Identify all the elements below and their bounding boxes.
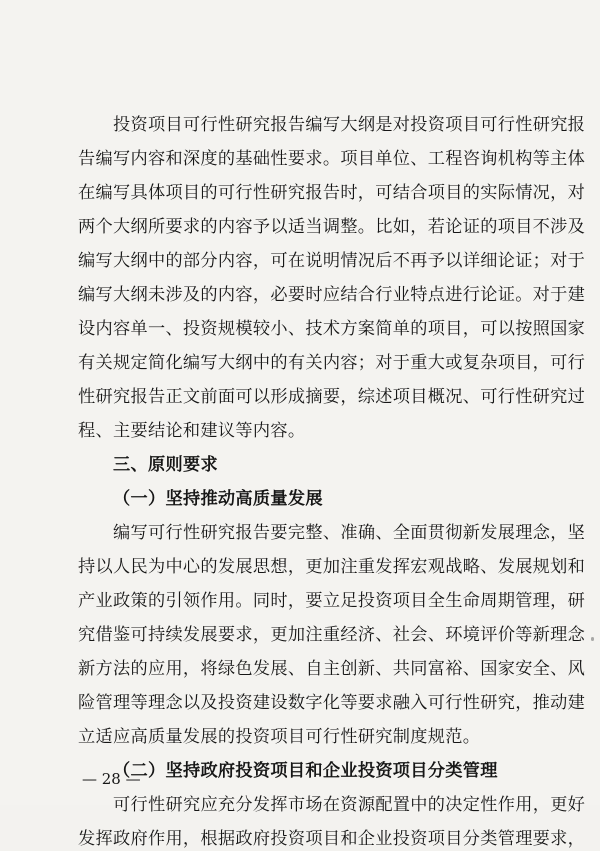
paragraph-line: 新方法的应用，将绿色发展、自主创新、共同富裕、国家安全、风 bbox=[78, 659, 586, 679]
paragraph-line: 编写大纲未涉及的内容，必要时应结合行业特点进行论证。对于建 bbox=[78, 285, 586, 305]
paragraph-line: 究借鉴可持续发展要求，更加注重经济、社会、环境评价等新理念 bbox=[78, 625, 586, 645]
paragraph-line: 持以人民为中心的发展思想，更加注重发挥宏观战略、发展规划和 bbox=[78, 557, 586, 577]
scan-artifact bbox=[591, 637, 594, 641]
paragraph-line: 两个大纲所要求的内容予以适当调整。比如，若论证的项目不涉及 bbox=[78, 217, 586, 237]
paragraph-line: 产业政策的引领作用。同时，要立足投资项目全生命周期管理，研 bbox=[78, 591, 586, 611]
paragraph-line: 程、主要结论和建议等内容。 bbox=[78, 421, 306, 441]
paragraph-line: 立适应高质量发展的投资项目可行性研究制度规范。 bbox=[78, 727, 481, 747]
paragraph-line: 在编写具体项目的可行性研究报告时，可结合项目的实际情况，对 bbox=[78, 183, 586, 203]
paragraph-line: 发挥政府作用，根据政府投资项目和企业投资项目分类管理要求， bbox=[78, 829, 586, 849]
paragraph-line: 设内容单一、投资规模较小、技术方案简单的项目，可以按照国家 bbox=[78, 319, 586, 339]
paragraph-line: 投资项目可行性研究报告编写大纲是对投资项目可行性研究报 bbox=[113, 115, 586, 135]
subsection-heading: （一）坚持推动高质量发展 bbox=[113, 489, 323, 509]
paragraph-line: 性研究报告正文前面可以形成摘要，综述项目概况、可行性研究过 bbox=[78, 387, 586, 407]
paragraph-line: 编写大纲中的部分内容，可在说明情况后不再予以详细论证；对于 bbox=[78, 251, 586, 271]
paragraph-line: 有关规定简化编写大纲中的有关内容；对于重大或复杂项目，可行 bbox=[78, 353, 586, 373]
paragraph-line: 编写可行性研究报告要完整、准确、全面贯彻新发展理念，坚 bbox=[113, 523, 586, 543]
paragraph-line: 可行性研究应充分发挥市场在资源配置中的决定性作用，更好 bbox=[113, 795, 586, 815]
paragraph-line: 险管理等理念以及投资建设数字化等要求融入可行性研究，推动建 bbox=[78, 693, 586, 713]
page-number: — 28 — bbox=[82, 770, 141, 788]
section-heading: 三、原则要求 bbox=[113, 455, 218, 475]
paragraph-line: 告编写内容和深度的基础性要求。项目单位、工程咨询机构等主体 bbox=[78, 149, 586, 169]
subsection-heading: （二）坚持政府投资项目和企业投资项目分类管理 bbox=[113, 761, 498, 781]
